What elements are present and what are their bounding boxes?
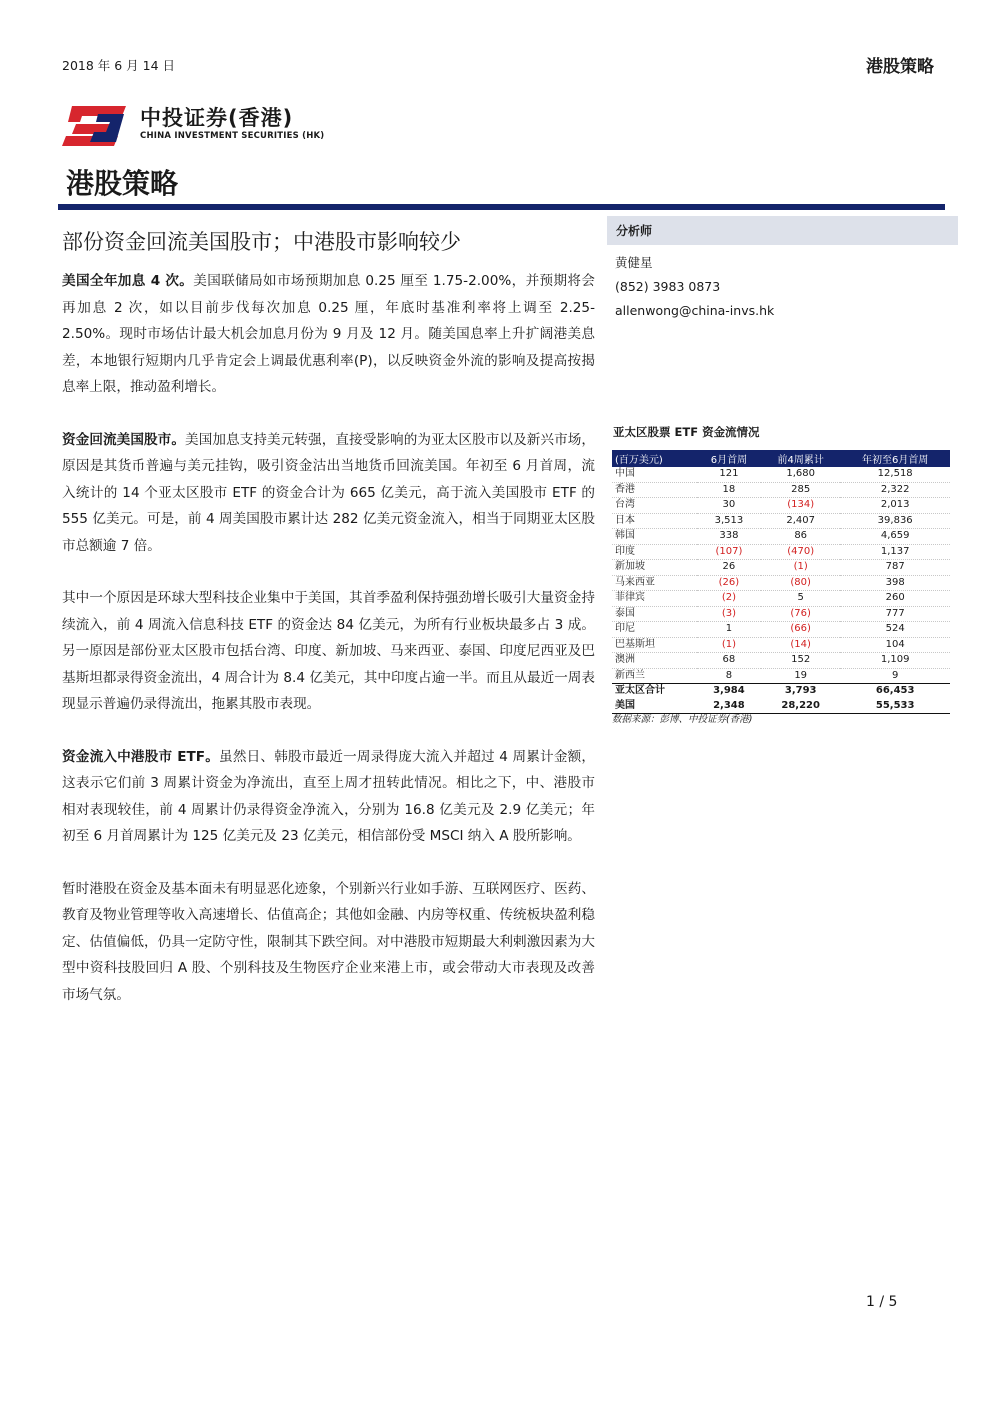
- table-cell: 19: [761, 668, 840, 684]
- table-row: [612, 653, 950, 669]
- table-cell: 55,533: [840, 699, 950, 714]
- table-row: [612, 498, 950, 514]
- table-row: [612, 529, 950, 545]
- table-cell: 3,984: [697, 684, 761, 699]
- etf-flow-table: [612, 450, 950, 714]
- column-header: 前4周累计: [761, 450, 840, 467]
- table-cell: 1,109: [840, 653, 950, 669]
- table-cell: 日本: [612, 513, 697, 529]
- table-cell: 台湾: [612, 498, 697, 514]
- table-cell: 8: [697, 668, 761, 684]
- table-cell: 中国: [612, 467, 697, 482]
- table-cell: 2,322: [840, 482, 950, 498]
- table-cell: (1): [697, 637, 761, 653]
- table-cell: (66): [761, 622, 840, 638]
- table-cell: 亚太区合计: [612, 684, 697, 699]
- table-cell: 152: [761, 653, 840, 669]
- report-type-header: 港股策略: [866, 57, 934, 77]
- etf-table-title: 亚太区股票 ETF 资金流情况: [613, 425, 760, 439]
- etf-table-body: [612, 467, 950, 714]
- table-cell: 398: [840, 575, 950, 591]
- table-cell: 66,453: [840, 684, 950, 699]
- document-title: 港股策略: [66, 167, 179, 200]
- table-cell: (76): [761, 606, 840, 622]
- table-cell: 巴基斯坦: [612, 637, 697, 653]
- article-body: [62, 226, 595, 1034]
- paragraph-text: 其中一个原因是环球大型科技企业集中于美国，其首季盈利保持强劲增长吸引大量资金持续流入，前 4 周流入信息科技 ETF 的资金达 84 亿美元，为所有行业板块最多占 3 成。另一原因是部份亚太区股市包括台湾、印度、新加坡、马来西亚、泰国、印度尼西亚及巴基斯坦都录得资金流出，4 周合计为 8.4 亿美元，其中印度占逾一半。而且从最近一周表现显示普遍仍录得流出，拖累其股市表现。: [62, 590, 595, 712]
- table-cell: 260: [840, 591, 950, 607]
- table-cell: 28,220: [761, 699, 840, 714]
- table-cell: 1,680: [761, 467, 840, 482]
- table-cell: 2,013: [840, 498, 950, 514]
- table-cell: (14): [761, 637, 840, 653]
- analyst-phone: (852) 3983 0873: [615, 279, 721, 294]
- table-cell: (1): [761, 560, 840, 576]
- table-row: [612, 637, 950, 653]
- table-row: [612, 591, 950, 607]
- table-cell: 30: [697, 498, 761, 514]
- table-header-row: [612, 450, 950, 467]
- table-cell: (26): [697, 575, 761, 591]
- paragraph: [62, 268, 595, 401]
- table-cell: 1: [697, 622, 761, 638]
- table-cell: 26: [697, 560, 761, 576]
- company-logo: [62, 100, 325, 150]
- table-cell: 787: [840, 560, 950, 576]
- table-cell: 印尼: [612, 622, 697, 638]
- paragraph: [62, 876, 595, 1009]
- paragraph-text: 美国联储局如市场预期加息 0.25 厘至 1.75-2.00%，并预期将会再加息 2 次，如以目前步伐每次加息 0.25 厘，年底时基准利率将上调至 2.25-2.50%。现时市场估计最大机会加息月份为 9 月及 12 月。随美国息率上升扩阔港美息差，本地银行短期内几乎肯定会上调最优惠利率(P)，以反映资金外流的影响及提高按揭息率上限，推动盈利增长。: [62, 273, 595, 395]
- table-cell: 2,348: [697, 699, 761, 714]
- paragraph-text: 暂时港股在资金及基本面未有明显恶化迹象，个别新兴行业如手游、互联网医疗、医药、教育及物业管理等收入高速增长、估值高企；其他如金融、内房等权重、传统板块盈利稳定、估值偏低，仍具一定防守性，限制其下跌空间。对中港股市短期最大利剌激因素为大型中资科技股回归 A 股、个别科技及生物医疗企业来港上市，或会带动大市表现及改善市场气氛。: [62, 880, 595, 1003]
- logo-mark-icon: [62, 102, 128, 148]
- table-row: [612, 684, 950, 699]
- logo-name-cn: 中投证券(香港): [140, 106, 294, 130]
- table-cell: 104: [840, 637, 950, 653]
- table-cell: 新加坡: [612, 560, 697, 576]
- column-header: 6月首周: [697, 450, 761, 467]
- table-cell: 新西兰: [612, 668, 697, 684]
- analyst-heading: 分析师: [607, 216, 958, 245]
- table-cell: 菲律宾: [612, 591, 697, 607]
- table-cell: 3,793: [761, 684, 840, 699]
- table-row: [612, 467, 950, 482]
- table-cell: (470): [761, 544, 840, 560]
- table-row: [612, 513, 950, 529]
- table-cell: 1,137: [840, 544, 950, 560]
- title-divider: [58, 204, 945, 210]
- logo-name-en: CHINA INVESTMENT SECURITIES (HK): [140, 131, 325, 141]
- table-cell: 香港: [612, 482, 697, 498]
- table-cell: (80): [761, 575, 840, 591]
- table-row: [612, 622, 950, 638]
- paragraph-lead: 美国全年加息 4 次。: [62, 273, 194, 289]
- table-cell: 86: [761, 529, 840, 545]
- table-row: [612, 482, 950, 498]
- paragraph-text: 虽然日、韩股市最近一周录得庞大流入并超过 4 周累计金额，这表示它们前 3 周累计资金为净流出，直至上周才扭转此情况。相比之下，中、港股市相对表现较佳，前 4 周累计仍录得资金净流入，分别为 16.8 亿美元及 2.9 亿美元；年初至 6 月首周累计为 125 亿美元及 23 亿美元，相信部份受 MSCI 纳入 A 股所影响。: [62, 748, 595, 844]
- paragraph: [62, 744, 595, 850]
- table-cell: 68: [697, 653, 761, 669]
- table-row: [612, 606, 950, 622]
- table-cell: 印度: [612, 544, 697, 560]
- table-cell: 777: [840, 606, 950, 622]
- paragraph: [62, 585, 595, 718]
- paragraph-lead: 资金流入中港股市 ETF。: [62, 748, 220, 765]
- table-cell: 5: [761, 591, 840, 607]
- table-cell: 马来西亚: [612, 575, 697, 591]
- analyst-name: 黄健星: [615, 255, 653, 270]
- table-row: [612, 575, 950, 591]
- paragraph-lead: 资金回流美国股市。: [62, 431, 186, 448]
- table-cell: 2,407: [761, 513, 840, 529]
- table-cell: 4,659: [840, 529, 950, 545]
- table-cell: 泰国: [612, 606, 697, 622]
- table-cell: 39,836: [840, 513, 950, 529]
- table-cell: 285: [761, 482, 840, 498]
- table-cell: 韩国: [612, 529, 697, 545]
- article-headline: 部份资金回流美国股市；中港股市影响较少: [62, 230, 461, 254]
- column-header: (百万美元): [612, 450, 697, 467]
- data-source-note: 数据来源：彭博、中投证券(香港): [612, 714, 753, 725]
- column-header: 年初至6月首周: [840, 450, 950, 467]
- page-number: 1 / 5: [866, 1294, 898, 1310]
- table-cell: 338: [697, 529, 761, 545]
- table-cell: 524: [840, 622, 950, 638]
- table-cell: (2): [697, 591, 761, 607]
- analyst-email[interactable]: allenwong@china-invs.hk: [615, 303, 775, 318]
- table-cell: 12,518: [840, 467, 950, 482]
- table-cell: 美国: [612, 699, 697, 714]
- analyst-panel: [607, 216, 958, 323]
- table-cell: (3): [697, 606, 761, 622]
- table-cell: 澳洲: [612, 653, 697, 669]
- table-row: [612, 668, 950, 684]
- report-date: 2018 年 6 月 14 日: [62, 58, 176, 73]
- table-row: [612, 560, 950, 576]
- table-row: [612, 544, 950, 560]
- table-cell: 18: [697, 482, 761, 498]
- table-cell: (107): [697, 544, 761, 560]
- table-cell: 9: [840, 668, 950, 684]
- paragraph: [62, 427, 595, 560]
- table-cell: 121: [697, 467, 761, 482]
- table-cell: 3,513: [697, 513, 761, 529]
- table-cell: (134): [761, 498, 840, 514]
- paragraph-text: 美国加息支持美元转强，直接受影响的为亚太区股市以及新兴市场，原因是其货币普遍与美元挂钩，吸引资金沽出当地货币回流美国。年初至 6 月首周，流入统计的 14 个亚太区股市 ETF 的资金合计为 665 亿美元，高于流入美国股市 ETF 的 555 亿美元。可是，前 4 周美国股市累计达 282 亿美元资金流入，相当于同期亚太区股市总额逾 7 倍。: [62, 431, 596, 554]
